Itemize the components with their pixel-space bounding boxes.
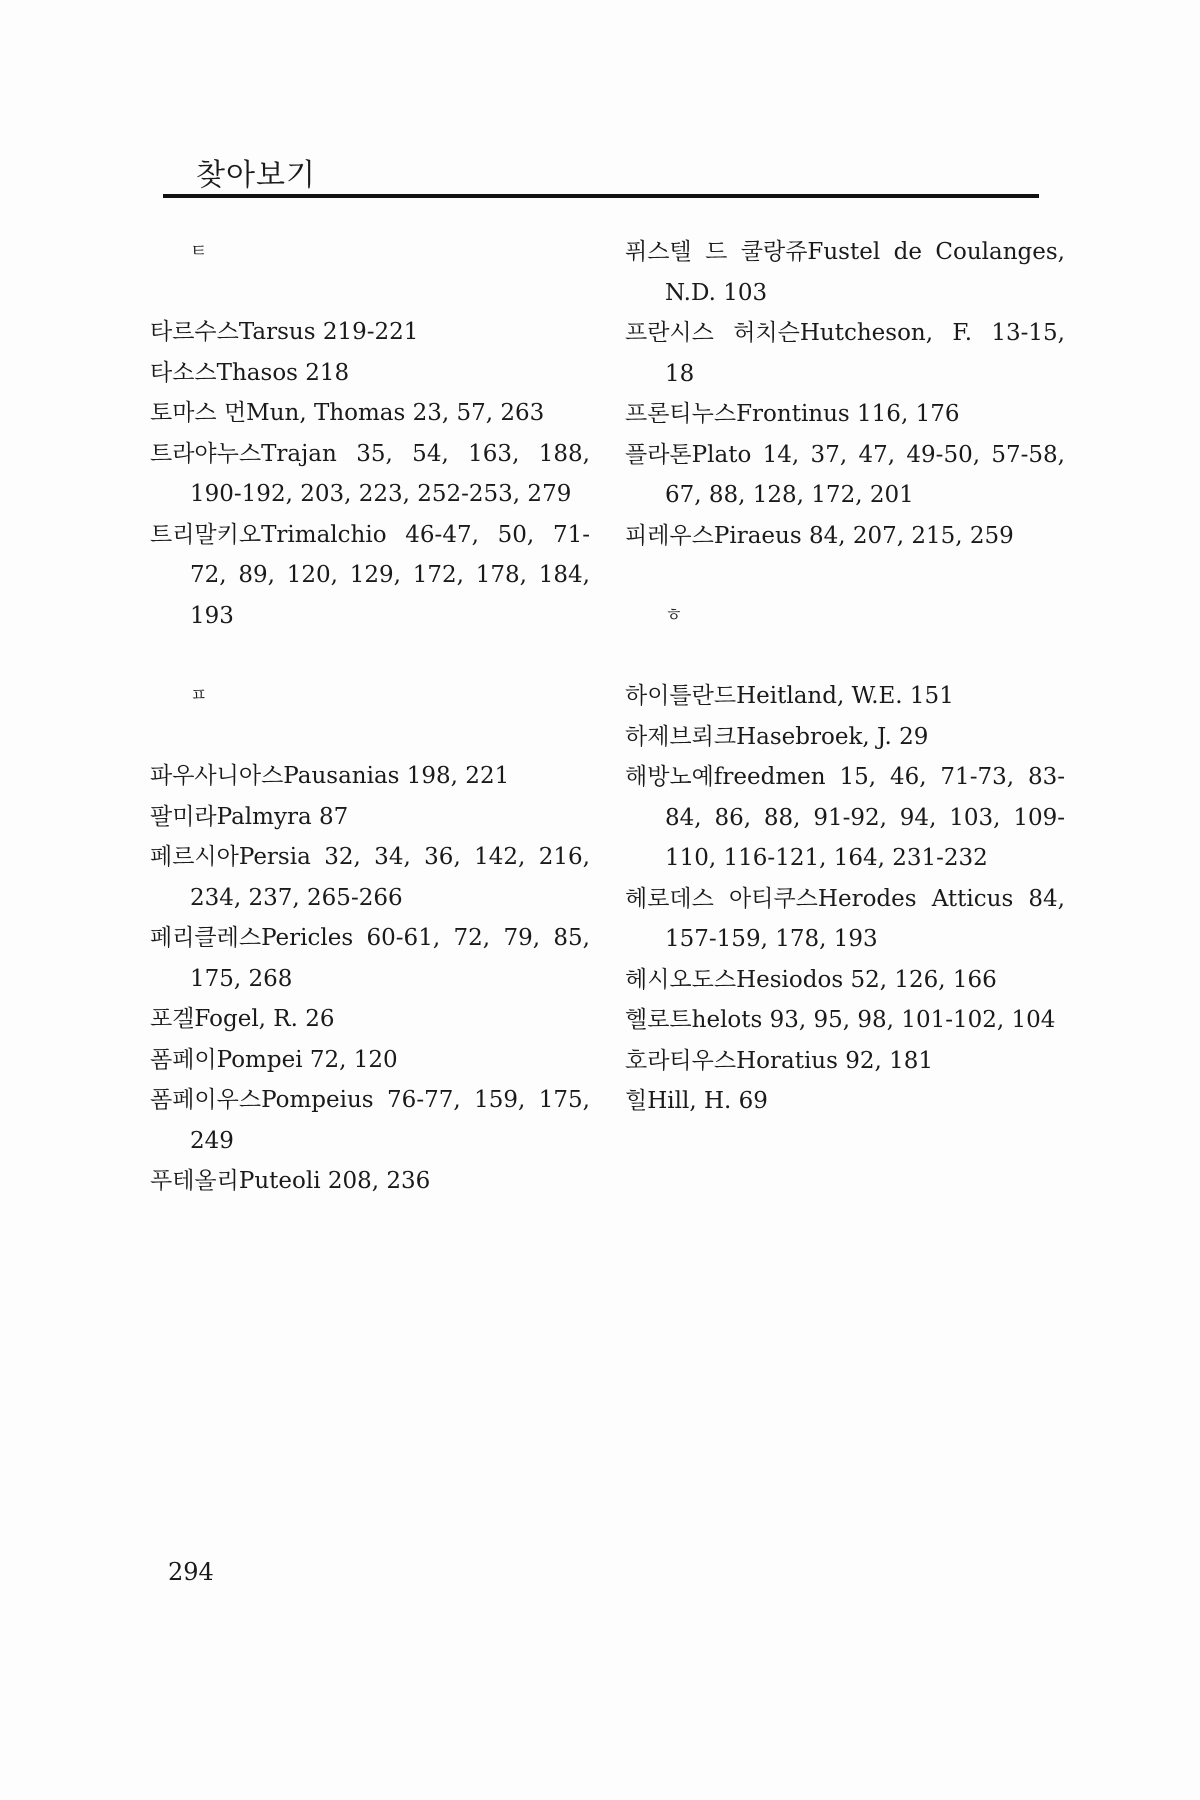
page-number: 294 — [168, 1558, 214, 1586]
index-entry: 폼페이우스Pompeius 76-77, 159, 175, 249 — [150, 1087, 590, 1154]
section-heading: ㅌ — [190, 241, 208, 262]
index-entry: 포겔Fogel, R. 26 — [150, 1006, 335, 1032]
index-entry: 피레우스Piraeus 84, 207, 215, 259 — [625, 522, 1014, 549]
index-entry: 트리말키오Trimalchio 46-47, 50, 71-72, 89, 120, 129, 172, 178, 184, 193 — [150, 521, 590, 629]
header-rule — [163, 194, 1039, 198]
page-title: 찾아보기 — [196, 158, 316, 193]
index-entry: 헬로트helots 93, 95, 98, 101-102, 104 — [625, 1007, 1056, 1033]
index-entry: 파우사니아스Pausanias 198, 221 — [150, 763, 510, 789]
index-entry: 프론티누스Frontinus 116, 176 — [625, 401, 960, 427]
index-column-right — [625, 232, 1065, 1122]
index-entry: 페르시아Persia 32, 34, 36, 142, 216, 234, 237, 265-266 — [150, 844, 590, 911]
index-column-left — [150, 232, 590, 1202]
index-entry: 호라티우스Horatius 92, 181 — [625, 1047, 934, 1074]
index-entry: 헤로데스 아티쿠스Herodes Atticus 84, 157-159, 178, 193 — [625, 885, 1065, 952]
index-entry: 폼페이Pompei 72, 120 — [150, 1046, 398, 1073]
section-heading: ㅎ — [665, 605, 683, 626]
index-entry: 하제브뢰크Hasebroek, J. 29 — [625, 723, 929, 750]
index-entry: 타소스Thasos 218 — [150, 359, 350, 386]
index-entry: 토마스 먼Mun, Thomas 23, 57, 263 — [150, 400, 545, 426]
index-entry: 타르수스Tarsus 219-221 — [150, 319, 419, 345]
index-entry: 푸테올리Puteoli 208, 236 — [150, 1168, 431, 1194]
index-entry: 해방노예freedmen 15, 46, 71-73, 83-84, 86, 88, 91-92, 94, 103, 109-110, 116-121, 164, 231-232 — [625, 764, 1065, 871]
index-entry: 하이틀란드Heitland, W.E. 151 — [625, 683, 954, 709]
index-entry: 플라톤Plato 14, 37, 47, 49-50, 57-58, 67, 88, 128, 172, 201 — [625, 441, 1065, 508]
section-heading: ㅍ — [190, 685, 208, 706]
index-entry: 헤시오도스Hesiodos 52, 126, 166 — [625, 966, 997, 993]
index-entry: 퓌스텔 드 쿨랑쥬Fustel de Coulanges, N.D. 103 — [625, 239, 1065, 306]
index-entry: 팔미라Palmyra 87 — [150, 803, 349, 830]
index-entry: 프란시스 허치슨Hutcheson, F. 13-15, 18 — [625, 320, 1065, 387]
index-entry: 페리클레스Pericles 60-61, 72, 79, 85, 175, 268 — [150, 925, 590, 992]
index-entry: 트라야누스Trajan 35, 54, 163, 188, 190-192, 203, 223, 252-253, 279 — [150, 440, 590, 507]
index-entry: 힐Hill, H. 69 — [625, 1088, 768, 1114]
